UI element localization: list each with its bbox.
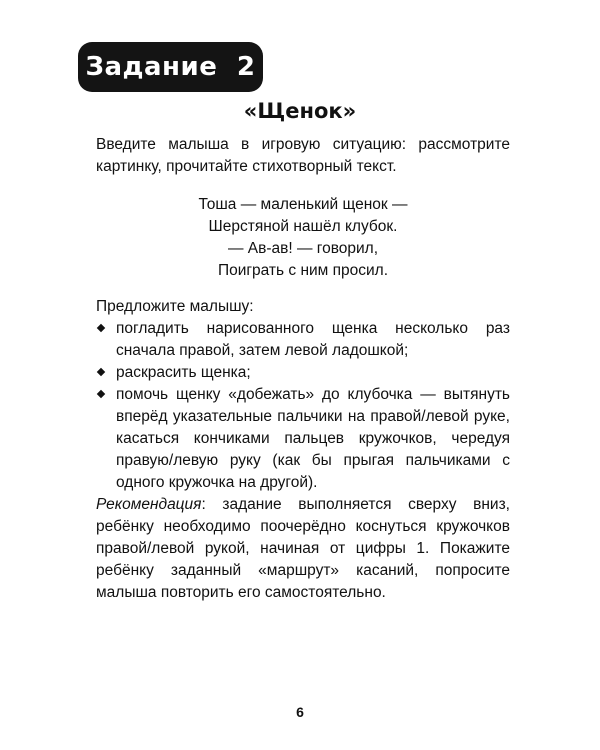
list-item	[96, 362, 510, 384]
task-badge-label: Задание 2	[85, 52, 256, 82]
poem-line: Шерстяной нашёл клубок.	[208, 218, 398, 235]
poem	[96, 194, 510, 282]
bullet-diamond-icon	[97, 368, 105, 376]
recommendation-paragraph	[96, 494, 510, 604]
list-item-text: раскрасить щенка;	[116, 364, 251, 381]
bullet-diamond-icon	[97, 324, 105, 332]
page-number: 6	[296, 704, 304, 720]
poem-line: Поиграть с ним просил.	[217, 262, 389, 279]
recommendation-label: Рекомендация	[96, 496, 202, 513]
task-content	[96, 134, 510, 604]
task-title: «Щенок»	[243, 99, 357, 123]
list-item	[96, 384, 510, 494]
list-item	[96, 318, 510, 362]
task-badge	[78, 42, 263, 92]
instruction-list	[96, 318, 510, 494]
recommendation-text: : задание выполняется сверху вниз, ребёнку необходимо поочерёдно коснуться кружочков правой/левой рукой, начиная от цифры 1. Покажите ребёнку заданный «маршрут» касаний, попросите малыша повторить его самостоятельно.	[96, 496, 510, 601]
list-item-text: помочь щенку «добежать» до клубочка — вытянуть вперёд указательные пальчики на правой/левой руке, касаться кончиками пальцев кружочков, чередуя правую/левую руку (как бы прыгая пальчиками с одного кружочка на другой).	[116, 386, 510, 491]
poem-line: Тоша — маленький щенок —	[198, 196, 408, 213]
bullet-diamond-icon	[97, 390, 105, 398]
intro-paragraph: Введите малыша в игровую ситуацию: рассмотрите картинку, прочитайте стихотворный текст.	[96, 136, 510, 175]
list-item-text: погладить нарисованного щенка несколько раз сначала правой, затем левой ладошкой;	[116, 320, 510, 359]
poem-line: — Ав-ав! — говорил,	[227, 240, 379, 257]
suggest-label: Предложите малышу:	[96, 298, 254, 315]
